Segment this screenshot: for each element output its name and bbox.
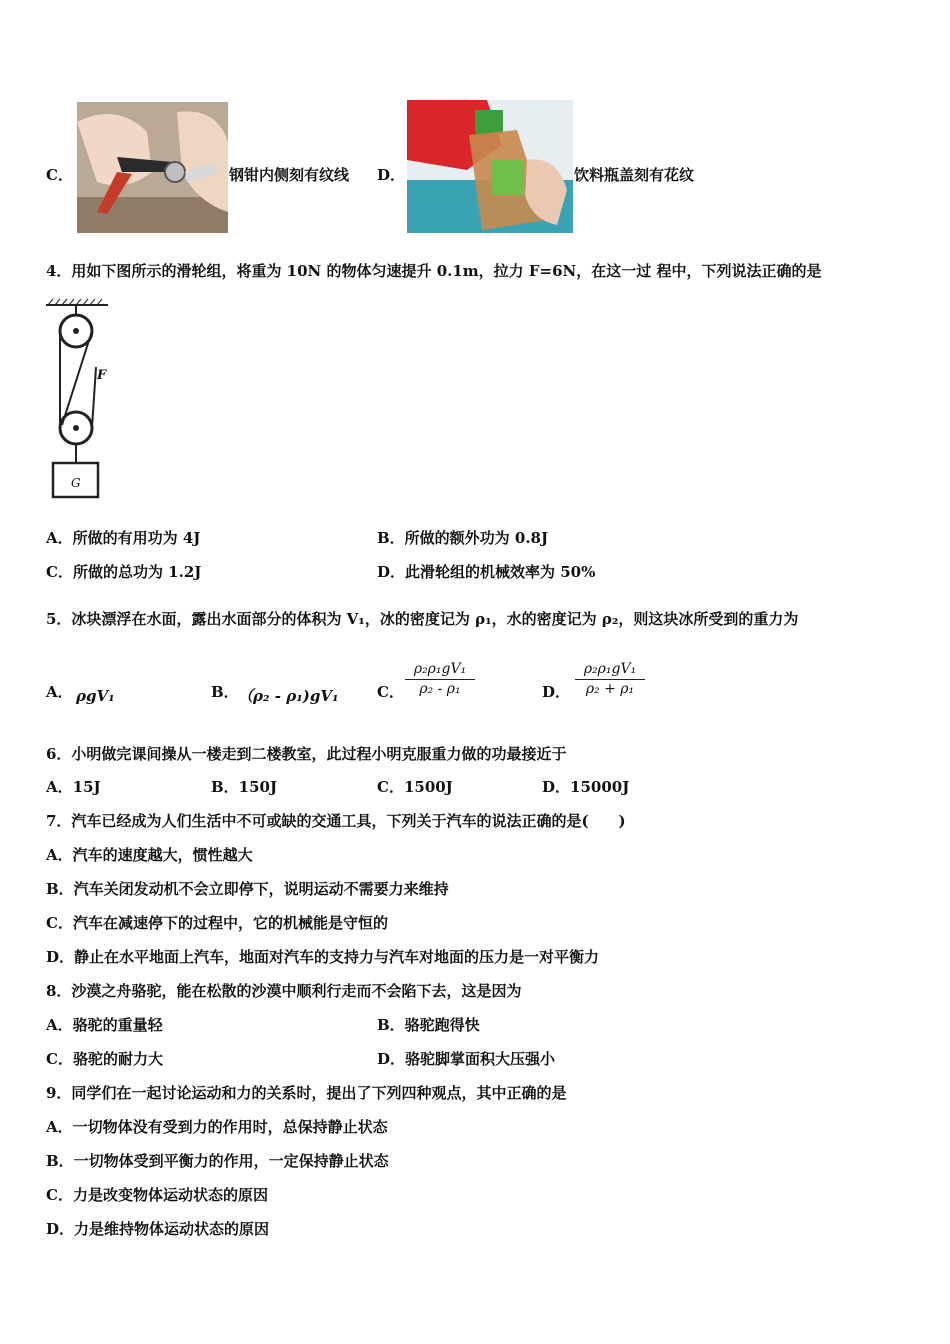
q5-option-a-label: A．	[46, 683, 73, 701]
q5-option-c-denominator: ρ₂ - ρ₁	[419, 681, 461, 697]
q8-stem: 8．沙漠之舟骆驼，能在松散的沙漠中顺利行走而不会陷下去，这是因为	[46, 982, 522, 1000]
pulley-diagram	[44, 297, 114, 502]
q8-option-b: B．骆驼跑得快	[377, 1016, 480, 1034]
q8-option-d: D．骆驼脚掌面积大压强小	[377, 1050, 556, 1068]
q3-option-d-label: D．	[377, 166, 406, 184]
q4-option-d: D．此滑轮组的机械效率为 50%	[377, 563, 596, 581]
q5-option-c-label: C．	[377, 683, 404, 701]
q9-stem: 9．同学们在一起讨论运动和力的关系时，提出了下列四种观点，其中正确的是	[46, 1084, 567, 1102]
q3-option-c-label: C．	[46, 166, 73, 184]
q8-option-c: C．骆驼的耐力大	[46, 1050, 163, 1068]
q7-stem: 7．汽车已经成为人们生活中不可或缺的交通工具，下列关于汽车的说法正确的是( )	[46, 812, 626, 830]
q4-stem: 4．用如下图所示的滑轮组，将重为 10N 的物体匀速提升 0.1m，拉力 F=6N，在这一过 程中，下列说法正确的是	[46, 262, 822, 280]
q4-option-c: C．所做的总功为 1.2J	[46, 563, 202, 581]
q5-option-d-numerator: ρ₂ρ₁gV₁	[575, 660, 645, 680]
q7-option-a: A．汽车的速度越大，惯性越大	[46, 846, 253, 864]
q9-option-d: D．力是维持物体运动状态的原因	[46, 1220, 270, 1238]
q5-option-c-numerator: ρ₂ρ₁gV₁	[405, 660, 475, 680]
diagram-label-g: G	[71, 476, 81, 490]
q5-option-d-denominator: ρ₂ + ρ₁	[585, 681, 635, 697]
q5-stem: 5．冰块漂浮在水面，露出水面部分的体积为 V₁，冰的密度记为 ρ₁，水的密度记为 ρ₂，则这块冰所受到的重力为	[46, 610, 799, 628]
q4-option-a: A．所做的有用功为 4J	[46, 529, 201, 547]
pliers-photo	[77, 102, 228, 233]
q5-option-d-label: D．	[542, 683, 571, 701]
q6-option-a: A．15J	[46, 778, 101, 796]
q9-option-a: A．一切物体没有受到力的作用时，总保持静止状态	[46, 1118, 388, 1136]
q9-option-c: C．力是改变物体运动状态的原因	[46, 1186, 268, 1204]
q6-option-d: D．15000J	[542, 778, 630, 796]
q7-option-b: B．汽车关闭发动机不会立即停下，说明运动不需要力来维持	[46, 880, 449, 898]
q6-stem: 6．小明做完课间操从一楼走到二楼教室，此过程小明克服重力做的功最接近于	[46, 745, 567, 763]
q5-option-a-expr: ρgV₁	[76, 687, 115, 705]
q9-option-b: B．一切物体受到平衡力的作用，一定保持静止状态	[46, 1152, 389, 1170]
q5-option-b-expr: （ρ₂ - ρ₁)gV₁	[238, 687, 339, 705]
q6-option-b: B．150J	[211, 778, 278, 796]
q8-option-a: A．骆驼的重量轻	[46, 1016, 163, 1034]
diagram-label-f: F	[97, 368, 107, 383]
q5-option-d-fraction	[575, 660, 645, 698]
q4-option-b: B．所做的额外功为 0.8J	[377, 529, 549, 547]
q5-option-b-label: B．	[211, 683, 239, 701]
q3-option-c-text: 钢钳内侧刻有纹线	[229, 166, 350, 184]
q3-option-d-text: 饮料瓶盖刻有花纹	[574, 166, 695, 184]
q7-option-d: D．静止在水平地面上汽车，地面对汽车的支持力与汽车对地面的压力是一对平衡力	[46, 948, 600, 966]
q6-option-c: C．1500J	[377, 778, 453, 796]
q5-option-c-fraction	[405, 660, 475, 698]
q7-option-c: C．汽车在减速停下的过程中，它的机械能是守恒的	[46, 914, 388, 932]
bottle-cap-photo	[407, 100, 573, 233]
